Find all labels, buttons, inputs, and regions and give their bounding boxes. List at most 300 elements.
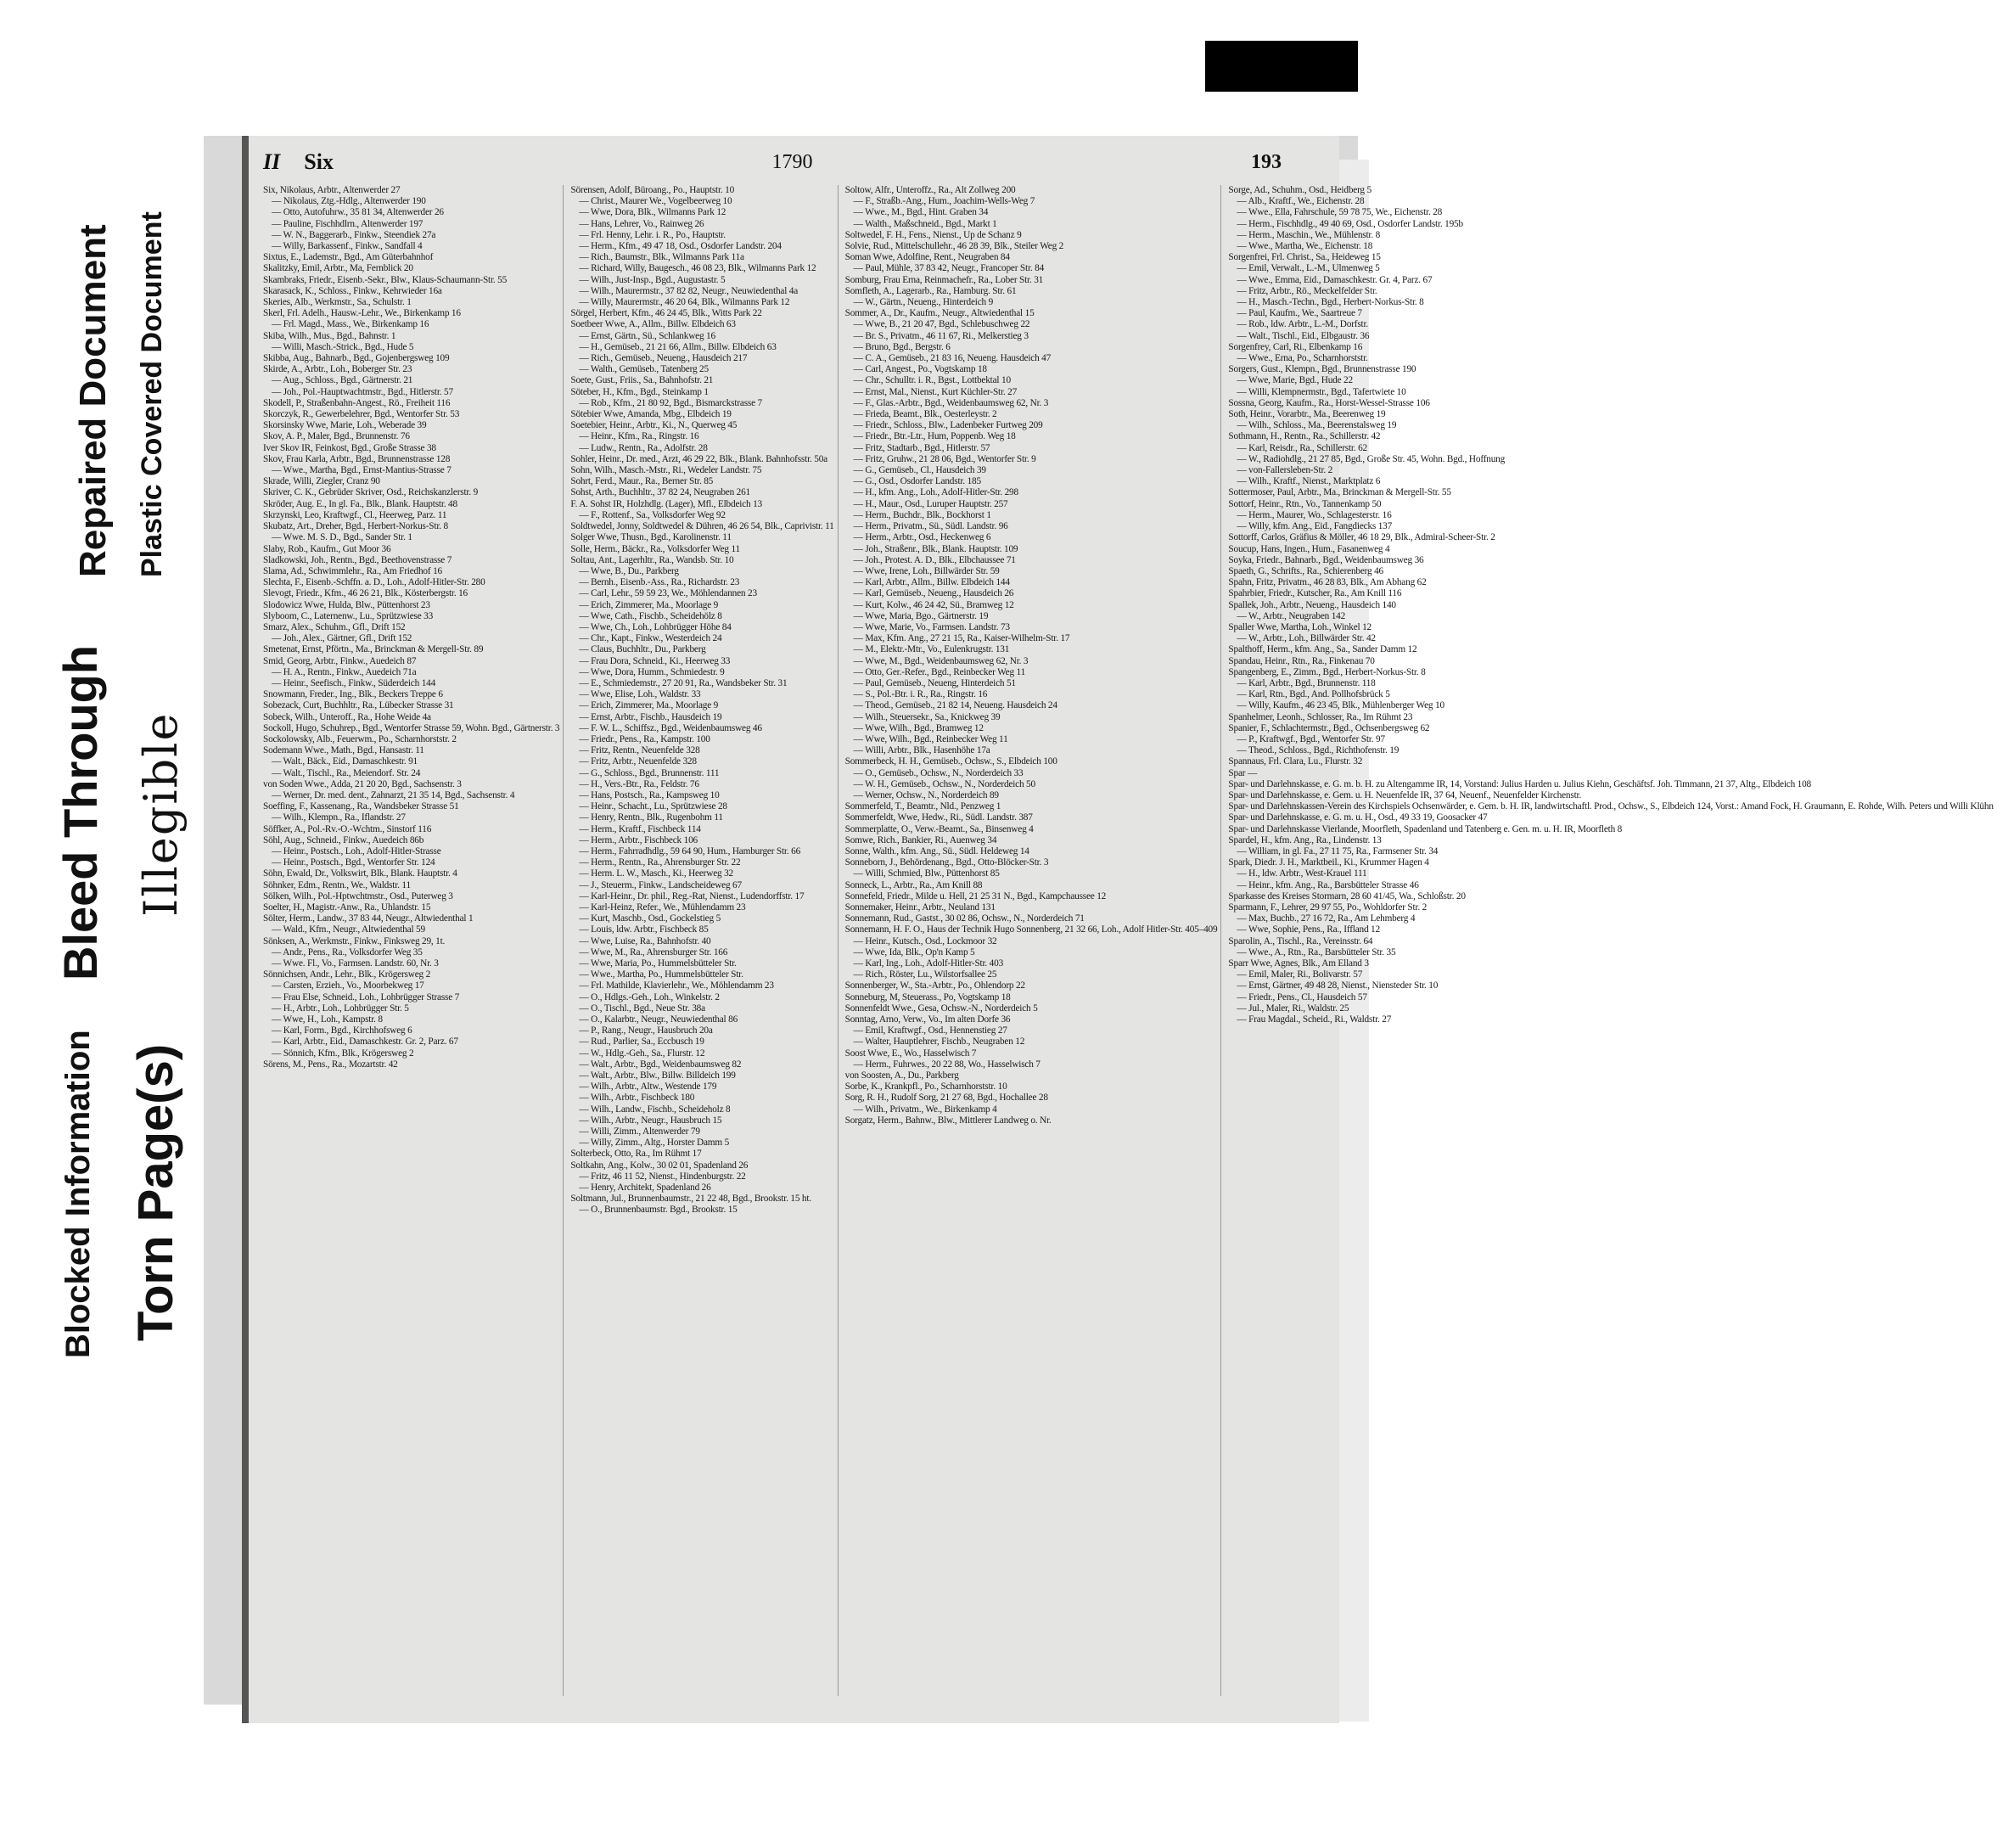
directory-entry: — Friedr., Btr.-Ltr., Hum, Poppenb. Weg 18 [853, 431, 1016, 442]
directory-entry: — Willi, Schmied, Blw., Püttenhorst 85 [853, 868, 1000, 879]
plastic-covered-document-label: Plastic Covered Document [136, 211, 168, 577]
directory-entry: Skröder, Aug. E., In gl. Fa., Blk., Blank. Hauptstr. 48 [263, 498, 457, 509]
directory-entry: — Herm., Arbtr., Osd., Heckenweg 6 [853, 532, 991, 543]
directory-entry: — Friedr., Pens., Ra., Kampstr. 100 [579, 733, 710, 744]
directory-entry: — Wwe, Dora, Humm., Schmiedestr. 9 [579, 666, 725, 677]
directory-entry: Sönnichsen, Andr., Lehr., Blk., Krögersweg 2 [263, 969, 431, 980]
directory-entry: Söffker, A., Pol.-Rv.-O.-Wchtm., Sinstorf 116 [263, 823, 432, 834]
page-number: 1790 [771, 150, 813, 173]
directory-entry: Soltwedel, F. H., Fens., Nienst., Up de Schanz 9 [844, 229, 1022, 240]
directory-entry: Skeries, Alb., Werkmstr., Sa., Schulstr. 1 [263, 297, 412, 308]
torn-pages-label: Torn Page(s) [128, 1043, 183, 1341]
directory-entry: — Wwe, Sophie, Pens., Ra., Iffland 12 [1237, 924, 1380, 935]
directory-entry: Sobezack, Curt, Buchhltr., Ra., Lübecker Strasse 31 [263, 700, 454, 711]
directory-entry: — Joh., Straßenr., Blk., Blank. Hauptstr. 109 [853, 543, 1018, 554]
directory-entry: Spar- und Darlehnskasse, e. G. m. u. H., Osd., 49 33 19, Goosacker 47 [1228, 812, 1488, 823]
directory-entry: Smetenat, Ernst, Pförtn., Ma., Brinckman & Mergell-Str. 89 [263, 644, 484, 655]
directory-entry: Soltmann, Jul., Brunnenbaumstr., 21 22 48, Bgd., Brookstr. 15 ht. [570, 1194, 811, 1205]
directory-entry: — Ernst, Gärtner, 49 48 28, Nienst., Niensteder Str. 10 [1237, 980, 1439, 991]
directory-entry: — Fritz, Arbtr., Neuenfelde 328 [579, 756, 697, 767]
directory-entry: — Walth., Maßschneid., Bgd., Markt 1 [853, 218, 997, 229]
directory-entry: Spandau, Heinr., Rtn., Ra., Finkenau 70 [1228, 655, 1375, 666]
directory-entry: Six, Nikolaus, Arbtr., Altenwerder 27 [263, 185, 401, 195]
directory-entry: Sonneburg, M, Steuerass., Po, Vogtskamp 18 [844, 991, 1011, 1003]
directory-entry: Skrade, Willi, Ziegler, Cranz 90 [263, 476, 380, 487]
directory-entry: Skalitzky, Emil, Arbtr., Ma, Fernblick 20 [263, 263, 413, 274]
directory-entry: — C. A., Gemüseb., 21 83 16, Neueng. Hausdeich 47 [853, 353, 1052, 364]
directory-entry: — Wwe, Maria, Po., Hummelsbütteler Str. [579, 958, 737, 969]
blocked-information-label: Blocked Information [59, 1030, 97, 1358]
directory-entry: Somwe, Rich., Bankier, Ri., Auenweg 34 [844, 834, 997, 845]
directory-entry: Sonnenfeldt Wwe., Gesa, Ochsw.-N., Norderdeich 5 [844, 1003, 1038, 1014]
directory-entry: Sladkowski, Joh., Rentn., Bgd., Beethovenstrasse 7 [263, 554, 452, 565]
directory-entry: — G., Gemüseb., Cl., Hausdeich 39 [853, 465, 986, 476]
directory-entry: — Walt., Bäck., Eid., Damaschkestr. 91 [272, 756, 418, 767]
directory-entry: — Frau Else, Schneid., Loh., Lohbrügger Strasse 7 [272, 991, 460, 1003]
directory-entry: — Wwe, M., Bgd., Weidenbaumsweg 62, Nr. 3 [853, 655, 1029, 666]
directory-entry: — Fritz, Stadtarb., Bgd., Hitlerstr. 57 [853, 442, 990, 453]
directory-entry: — O., Tischl., Bgd., Neue Str. 38a [579, 1003, 705, 1014]
directory-entry: Söhl, Aug., Schneid., Finkw., Auedeich 86b [263, 834, 424, 845]
directory-entry: — W., Arbtr., Neugraben 142 [1237, 610, 1346, 621]
directory-entry: Spar- und Darlehnskasse, e. Gem. u. H. Neuenfelde IR, 37 64, Neuenf., Neuenfelder Kirchenstr. [1228, 789, 1582, 800]
directory-entry: — Otto, Ger.-Refer., Bgd., Reinbecker Weg 11 [853, 666, 1026, 677]
directory-entry: Somfleth, A., Lagerarb., Ra., Hamburg. Str. 61 [844, 285, 1017, 296]
directory-entry: — F., Glas.-Arbtr., Bgd., Weidenbaumsweg 62, Nr. 3 [853, 397, 1049, 408]
directory-entry: Solvie, Rud., Mittelschullehr., 46 28 39, Blk., Steiler Weg 2 [844, 241, 1064, 252]
directory-entry: Sobeck, Wilh., Unteroff., Ra., Hohe Weide 4a [263, 711, 431, 722]
directory-entry: Skov, A. P., Maler, Bgd., Brunnenstr. 76 [263, 431, 410, 442]
directory-entry: Sonnefeld, Friedr., Milde u. Hell, 21 25 31 N., Bgd., Kampchaussee 12 [844, 890, 1107, 902]
directory-entry: Sixtus, E., Lademstr., Bgd., Am Güterbahnhof [263, 252, 434, 263]
directory-entry: — Rich., Gemüseb., Neueng., Hausdeich 217 [579, 353, 748, 364]
directory-entry: Spar — [1228, 767, 1258, 778]
directory-entry: — Wilh., Steuersekr., Sa., Knickweg 39 [853, 711, 1001, 722]
directory-entry: — Wwe., Erna, Po., Scharnhorststr. [1237, 353, 1368, 364]
directory-entry: — von-Fallersleben-Str. 2 [1237, 465, 1333, 476]
page-title: Six [304, 149, 334, 174]
directory-entry: — Wilh., Arbtr., Neugr., Hausbruch 15 [579, 1115, 722, 1126]
directory-entry: — F., Straßb.-Ang., Hum., Joachim-Wells-Weg 7 [853, 196, 1035, 207]
directory-entry: Sonnemann, H. F. O., Haus der Technik Hugo Sonnenberg, 21 32 66, Loh., Adolf Hitler-Str. 405–409 [844, 924, 1218, 935]
directory-entry: — Wilh., Just-Insp., Bgd., Augustastr. 5 [579, 274, 726, 285]
directory-entry: — Jul., Maler, Ri., Waldstr. 25 [1237, 1003, 1349, 1014]
directory-entry: — Wilh., Kraftf., Nienst., Marktplatz 6 [1237, 476, 1381, 487]
directory-entry: — Frl. Mathilde, Klavierlehr., We., Möhlendamm 23 [579, 980, 774, 991]
directory-entry: — Christ., Maurer We., Vogelbeerweg 10 [579, 196, 732, 207]
directory-entry: Soltau, Ant., Lagerhltr., Ra., Wandsb. Str. 10 [570, 554, 734, 565]
directory-entry: — Willy, Zimm., Altg., Horster Damm 5 [579, 1137, 730, 1149]
directory-entry: — P., Kraftwgf., Bgd., Wentorfer Str. 97 [1237, 733, 1385, 744]
directory-entry: — Willy, kfm. Ang., Eid., Fangdiecks 137 [1237, 521, 1393, 532]
directory-entry: — Wwe. M. S. D., Bgd., Sander Str. 1 [272, 532, 412, 543]
directory-entry: — Herm., Kfm., 49 47 18, Osd., Osdorfer Landstr. 204 [579, 241, 782, 252]
directory-entry: Sorgenfrey, Carl, Ri., Elbenkamp 16 [1228, 341, 1363, 352]
directory-entry: Sottorff, Carlos, Gräfius & Möller, 46 18 29, Blk., Admiral-Scheer-Str. 2 [1228, 532, 1495, 543]
directory-entry: — William, in gl. Fa., 27 11 75, Ra., Farmsener Str. 34 [1237, 845, 1439, 857]
directory-entry: Skubatz, Art., Dreher, Bgd., Herbert-Norkus-Str. 8 [263, 521, 448, 532]
directory-entry: Sötebier Wwe, Amanda, Mbg., Elbdeich 19 [570, 409, 732, 420]
directory-entry: — Walter, Hauptlehrer, Fischb., Neugraben 12 [853, 1036, 1025, 1048]
directory-entry: Sölken, Wilh., Pol.-Hptwchtmstr., Osd., Puterweg 3 [263, 890, 453, 902]
directory-entry: — Bruno, Bgd., Bergstr. 6 [853, 341, 951, 352]
directory-entry: — H., Vers.-Btr., Ra., Feldstr. 76 [579, 778, 699, 789]
directory-entry: — G., Schloss., Bgd., Brunnenstr. 111 [579, 767, 720, 778]
directory-entry: — W., Radiohdlg., 21 27 85, Bgd., Große Str. 45, Wohn. Bgd., Hoffnung [1237, 453, 1506, 464]
page-bottom-margin [204, 1723, 1358, 1791]
directory-entry: — Rob., ldw. Arbtr., L.-M., Dorfstr. [1237, 319, 1369, 330]
directory-entry: Sohst, Arth., Buchhltr., 37 82 24, Neugraben 261 [570, 487, 751, 498]
directory-entry: Skodell, P., Straßenbahn-Angest., Rö., Freiheit 116 [263, 397, 451, 408]
directory-entry: Iver Skov IR, Feinkost, Bgd., Große Strasse 38 [263, 442, 436, 453]
directory-entry: — Aug., Schloss., Bgd., Gärtnerstr. 21 [272, 375, 413, 386]
directory-entry: — Wwe, Dora, Blk., Wilmanns Park 12 [579, 207, 726, 218]
directory-entry: Sorgers, Gust., Klempn., Bgd., Brunnenstrasse 190 [1228, 364, 1416, 375]
directory-entry: — Herm., Buchdr., Blk., Bockhorst 1 [853, 509, 991, 520]
directory-entry: — O., Gemüseb., Ochsw., N., Norderdeich 33 [853, 767, 1024, 778]
directory-entry: — Wwe, M., Ra., Ahrensburger Str. 166 [579, 946, 728, 958]
directory-entry: Soetbeer Wwe, A., Allm., Billw. Elbdeich 63 [570, 319, 736, 330]
directory-entry: — Fritz, Rentn., Neuenfelde 328 [579, 745, 700, 756]
directory-entry: Sommerfeldt, Wwe, Hedw., Ri., Südl. Landstr. 387 [844, 812, 1033, 823]
directory-entry: — Bernh., Eisenb.-Ass., Ra., Richardstr. 23 [579, 577, 740, 588]
directory-entry: Slevogt, Friedr., Kfm., 46 26 21, Blk., Kösterbergstr. 16 [263, 588, 468, 599]
directory-entry: — Theod., Schloss., Bgd., Richthofenstr. 19 [1237, 745, 1400, 756]
directory-entry: — Heinr., Kutsch., Osd., Lockmoor 32 [853, 935, 997, 946]
directory-entry: — G., Osd., Osdorfer Landstr. 185 [853, 476, 981, 487]
binding-shadow [1205, 41, 1358, 92]
directory-entry: — W., Gärtn., Neueng., Hinterdeich 9 [853, 297, 994, 308]
directory-entry: — Herm., Rentn., Ra., Ahrensburger Str. 22 [579, 857, 741, 868]
directory-entry: — Wwe, H., Loh., Kampstr. 8 [272, 1014, 383, 1025]
directory-entry: — Max, Buchb., 27 16 72, Ra., Am Lehmberg 4 [1237, 913, 1416, 924]
directory-entry: — Paul, Mühle, 37 83 42, Neugr., Francoper Str. 84 [853, 263, 1045, 274]
directory-entry: — Theod., Gemüseb., 21 82 14, Neueng. Hausdeich 24 [853, 700, 1057, 711]
directory-entry: — Joh., Pol.-Hauptwachtmstr., Bgd., Hitlerstr. 57 [272, 386, 453, 397]
directory-entry: Sonnenberger, W., Sta.-Arbtr., Po., Ohlendorp 22 [844, 980, 1025, 991]
directory-entry: — O., Brunnenbaumstr. Bgd., Brookstr. 15 [579, 1205, 738, 1216]
directory-entry: — Carl, Angest., Po., Vogtskamp 18 [853, 364, 987, 375]
directory-entry: von Soosten, A., Du., Parkberg [844, 1070, 959, 1081]
directory-entry: Slodowicz Wwe, Hulda, Blw., Püttenhorst 23 [263, 599, 430, 610]
directory-entry: — Wwe, Marie, Bgd., Hude 22 [1237, 375, 1353, 386]
directory-entry: — Chr., Kapt., Finkw., Westerdeich 24 [579, 633, 722, 644]
directory-entry: — Wilh., Schloss., Ma., Beerenstalsweg 19 [1237, 420, 1397, 431]
directory-entry: Spannaus, Frl. Clara, Lu., Flurstr. 32 [1228, 756, 1363, 767]
directory-entry: — Willy, Kaufm., 46 23 45, Blk., Mühlenberger Weg 10 [1237, 700, 1444, 711]
directory-entry: Spalthoff, Herm., kfm. Ang., Sa., Sander Damm 12 [1228, 644, 1417, 655]
directory-entry: — Wwe., Ella, Fahrschule, 59 78 75, We., Eichenstr. 28 [1237, 207, 1443, 218]
directory-entry: — Wwe, Wilh., Bgd., Reinbecker Weg 11 [853, 733, 1008, 744]
directory-entry: Sparr Wwe, Agnes, Blk., Am Elland 3 [1228, 958, 1369, 969]
directory-entry: Skorczyk, R., Gewerbelehrer, Bgd., Wentorfer Str. 53 [263, 409, 460, 420]
directory-entry: — Wwe., Martha, Bgd., Ernst-Mantius-Strasse 7 [272, 465, 452, 476]
directory-entry: — Fritz, Arbtr., Rö., Meckelfelder Str. [1237, 285, 1377, 296]
directory-entry: Sonneborn, J., Behördenang., Bgd., Otto-Blöcker-Str. 3 [844, 857, 1049, 868]
directory-entry: Sparmann, F., Lehrer, 29 97 55, Po., Wohldorfer Str. 2 [1228, 902, 1428, 913]
directory-entry: — F., Rottenf., Sa., Volksdorfer Weg 92 [579, 509, 726, 520]
directory-entry: Söhn, Ewald, Dr., Volkswirt, Blk., Blank. Hauptstr. 4 [263, 868, 457, 879]
directory-entry: — Max, Kfm. Ang., 27 21 15, Ra., Kaiser-Wilhelm-Str. 17 [853, 633, 1070, 644]
directory-entry: Sohn, Wilh., Masch.-Mstr., Ri., Wedeler Landstr. 75 [570, 465, 762, 476]
directory-entry: Sonntag, Arno, Verw., Vo., Im alten Dorfe 36 [844, 1014, 1011, 1025]
directory-entry: — Wwe., A., Rtn., Ra., Barsbütteler Str. 35 [1237, 946, 1396, 958]
directory-entry: — Heinr., Schacht., Lu., Sprützwiese 28 [579, 801, 727, 812]
directory-entry: — Paul, Gemüseb., Neueng, Hinterdeich 51 [853, 677, 1016, 688]
directory-entry: — H., Masch.-Techn., Bgd., Herbert-Norkus-Str. 8 [1237, 297, 1424, 308]
directory-entry: — Karl-Heinr., Dr. phil., Reg.-Rat, Nienst., Ludendorffstr. 17 [579, 890, 805, 902]
directory-entry: — Walt., Arbtr., Bgd., Weidenbaumsweg 82 [579, 1059, 742, 1070]
directory-entry: — Henry, Rentn., Blk., Rugenbohm 11 [579, 812, 723, 823]
directory-entry: — Wwe, B., Du., Parkberg [579, 565, 679, 576]
directory-entry: — Ernst, Gärtn., Sü., Schlankweg 16 [579, 330, 715, 341]
directory-entry: — Karl, Form., Bgd., Kirchhofsweg 6 [272, 1025, 412, 1036]
directory-entry: — Willi, Klempnermstr., Bgd., Tafertwiete 10 [1237, 386, 1406, 397]
directory-entry: — Herm., Maschin., We., Mühlenstr. 8 [1237, 229, 1381, 240]
directory-entry: Sönksen, A., Werkmstr., Finkw., Finksweg 29, 1t. [263, 935, 446, 946]
directory-entry: — Herm., Fahrradhdlg., 59 64 90, Hum., Hamburger Str. 66 [579, 845, 801, 857]
directory-entry: — Wald., Kfm., Neugr., Altwiedenthal 59 [272, 924, 425, 935]
directory-entry: — Pauline, Fischhdlrn., Altenwerder 197 [272, 218, 424, 229]
directory-entry: — Sönnich, Kfm., Blk., Krögersweg 2 [272, 1048, 414, 1059]
directory-entry: Sottermoser, Paul, Arbtr., Ma., Brinckman & Mergell-Str. 55 [1228, 487, 1451, 498]
directory-entry: Sörensen, Adolf, Büroang., Po., Hauptstr. 10 [570, 185, 735, 195]
directory-entry: Slaby, Rob., Kaufm., Gut Moor 36 [263, 543, 391, 554]
directory-entry: Sottorf, Heinr., Rtn., Vo., Tannenkamp 50 [1228, 498, 1382, 509]
directory-entry: Sparolin, A., Tischl., Ra., Vereinsstr. 64 [1228, 935, 1373, 946]
directory-entry: — Otto, Autofuhrw., 35 81 34, Altenwerder 26 [272, 207, 444, 218]
directory-entry: — Wwe, Marie, Vo., Farmsen. Landstr. 73 [853, 621, 1010, 632]
directory-entry: — Hans, Lehrer, Vo., Rainweg 26 [579, 218, 704, 229]
directory-entry: Sodemann Wwe., Math., Bgd., Hansastr. 11 [263, 745, 424, 756]
directory-entry: — Carsten, Erzieh., Vo., Moorbekweg 17 [272, 980, 424, 991]
directory-columns [263, 185, 1994, 1696]
directory-entry: Soeffing, F., Kassenang., Ra., Wandsbeker Strasse 51 [263, 801, 459, 812]
directory-entry: Spangenberg, E., Zimm., Bgd., Herbert-Norkus-Str. 8 [1228, 666, 1426, 677]
directory-entry: — E., Schmiedemstr., 27 20 91, Ra., Wandsbeker Str. 31 [579, 677, 788, 688]
directory-entry: — Rich., Baumstr., Blk., Wilmanns Park 11a [579, 252, 744, 263]
directory-entry: Skiba, Wilh., Mus., Bgd., Bahnstr. 1 [263, 330, 396, 341]
directory-entry: Sockoll, Hugo, Schuhrep., Bgd., Wentorfer Strasse 59, Wohn. Bgd., Gärtnerstr. 3 [263, 722, 560, 733]
directory-entry: Soyka, Friedr., Bahnarb., Bgd., Weidenbaumsweg 36 [1228, 554, 1424, 565]
directory-entry: — Willi, Masch.-Strick., Bgd., Hude 5 [272, 341, 414, 352]
directory-entry: Soman Wwe, Adolfine, Rent., Neugraben 84 [844, 252, 1010, 263]
directory-entry: — Herm., Kraftf., Fischbeck 114 [579, 823, 701, 834]
directory-entry: Spardel, H., kfm. Ang., Ra., Lindenstr. 13 [1228, 834, 1382, 845]
directory-entry: Spark, Diedr. J. H., Marktbeil., Ki., Krummer Hagen 4 [1228, 857, 1429, 868]
directory-entry: Slyboom, C., Laternenw., Lu., Sprützwiese 33 [263, 610, 434, 621]
directory-entry: — Heinr., Postsch., Loh., Adolf-Hitler-Strasse [272, 845, 441, 857]
directory-entry: — Rud., Parlier, Sa., Eccbusch 19 [579, 1036, 704, 1048]
directory-entry: — Frieda, Beamt., Blk., Oesterleystr. 2 [853, 409, 997, 420]
directory-entry: Smarz, Alex., Schuhm., Gfl., Drift 152 [263, 621, 406, 632]
directory-entry: — Joh., Protest. A. D., Blk., Elbchaussee 71 [853, 554, 1016, 565]
directory-entry: — Karl, Gemüseb., Neueng., Hausdeich 26 [853, 588, 1014, 599]
directory-entry: — Louis, ldw. Arbtr., Fischbeck 85 [579, 924, 709, 935]
directory-entry: — Wwe, Wilh., Bgd., Bramweg 12 [853, 722, 984, 733]
directory-entry: — Wwe, Ida, Blk., Op'n Kamp 5 [853, 946, 975, 958]
directory-entry: — Br. S., Privatm., 46 11 67, Ri., Melkerstieg 3 [853, 330, 1029, 341]
directory-entry: F. A. Sohst IR, Holzhdlg. (Lager), Mfl., Elbdeich 13 [570, 498, 762, 509]
directory-entry: — Henry, Architekt, Spadenland 26 [579, 1182, 711, 1194]
directory-entry: Sommerplatte, O., Verw.-Beamt., Sa., Binsenweg 4 [844, 823, 1034, 834]
directory-entry: Sockolowsky, Alb., Feuerwm., Po., Scharnhorststr. 2 [263, 733, 457, 744]
directory-entry: — Heinr., Postsch., Bgd., Wentorfer Str. 124 [272, 857, 435, 868]
directory-entry: — H., Maur., Osd., Luruper Hauptstr. 257 [853, 498, 1008, 509]
directory-entry: Skarasack, K., Schloss., Finkw., Kehrwieder 16a [263, 285, 442, 296]
directory-entry: — Emil, Kraftwgf., Osd., Hennenstieg 27 [853, 1025, 1007, 1036]
directory-entry: — Wilh., Privatm., We., Birkenkamp 4 [853, 1104, 997, 1115]
directory-entry: Spar- und Darlehnskasse, e. G. m. b. H. zu Altengamme IR, 14, Vorstand: Julius Harden u. Julius Kiehn, Geschäftsf. Joh. Timmann, 21 37, Altg., Elbdeich 108 [1228, 778, 1811, 789]
directory-entry: — Rich., Röster, Lu., Wilstorfsallee 25 [853, 969, 997, 980]
directory-entry: — Walt., Tischl., Eid., Elbgaustr. 36 [1237, 330, 1370, 341]
directory-entry: Skriver, C. K., Gebrüder Skriver, Osd., Reichskanzlerstr. 9 [263, 487, 479, 498]
directory-entry: Spar- und Darlehnskasse Vierlande, Moorfleth, Spadenland und Tatenberg e. Gen. m. u. H. IR, Moorfleth 8 [1228, 823, 1623, 834]
directory-entry: Soltkahn, Ang., Kolw., 30 02 01, Spadenland 26 [570, 1160, 749, 1171]
directory-entry: — Herm., Privatm., Sü., Südl. Landstr. 96 [853, 521, 1008, 532]
directory-entry: Soltow, Alfr., Unteroffz., Ra., Alt Zollweg 200 [844, 185, 1016, 195]
directory-entry: — Joh., Alex., Gärtner, Gfl., Drift 152 [272, 633, 412, 644]
directory-entry: — Wwe., Martha, We., Eichenstr. 18 [1237, 241, 1373, 252]
directory-entry: Spar- und Darlehnskassen-Verein des Kirchspiels Ochsenwärder, e. Gem. b. H. IR, landwirtschaftl. Prod., Ochsw., S., Elbdeich 124, Vorst.: Amand Fock, H. Graumann, E. Rohde, Wilh. Peters und Willi Klühn [1228, 801, 1994, 812]
directory-entry: — Ludw., Rentn., Ra., Adolfstr. 28 [579, 442, 708, 453]
directory-entry: — Friedr., Pens., Cl., Hausdeich 57 [1237, 991, 1367, 1003]
directory-column-2 [570, 185, 838, 1696]
directory-entry: — Willi, Arbtr., Blk., Hasenhöhe 17a [853, 745, 990, 756]
directory-entry: Sorbe, K., Krankpfl., Po., Scharnhorststr. 10 [844, 1081, 1007, 1093]
directory-entry: — Karl-Heinz, Refer., We., Mühlendamm 23 [579, 902, 746, 913]
directory-entry: Somburg, Frau Erna, Reinmachefr., Ra., Lober Str. 31 [844, 274, 1044, 285]
directory-entry: — Ernst, Arbtr., Fischb., Hausdeich 19 [579, 711, 722, 722]
directory-entry: Sommerfeld, T., Beamtr., Nld., Penzweg 1 [844, 801, 1001, 812]
directory-entry: — Herm., Maurer, Wo., Schlagesterstr. 16 [1237, 509, 1392, 520]
directory-entry: — Walth., Gemüseb., Tatenberg 25 [579, 364, 709, 375]
directory-entry: — Friedr., Schloss., Blw., Ladenbeker Furtweg 209 [853, 420, 1043, 431]
directory-entry: — Heinr., kfm. Ang., Ra., Barsbütteler Strasse 46 [1237, 879, 1419, 890]
directory-column-4 [1228, 185, 1996, 1696]
directory-entry: Solterbeck, Otto, Ra., Im Rühmt 17 [570, 1149, 702, 1160]
directory-entry: Sonne, Walth., kfm. Ang., Sü., Südl. Heldeweg 14 [844, 845, 1029, 857]
directory-entry: — Karl, Reisdr., Ra., Schillerstr. 62 [1237, 442, 1367, 453]
directory-entry: Spahn, Fritz, Privatm., 46 28 83, Blk., Am Abhang 62 [1228, 577, 1427, 588]
directory-entry: Sohrt, Ferd., Maur., Ra., Berner Str. 85 [570, 476, 714, 487]
directory-entry: Sothmann, H., Rentn., Ra., Schillerstr. 42 [1228, 431, 1381, 442]
directory-entry: Sonnemann, Rud., Gastst., 30 02 86, Ochsw., N., Norderdeich 71 [844, 913, 1085, 924]
directory-entry: Soucup, Hans, Ingen., Hum., Fasanenweg 4 [1228, 543, 1390, 554]
directory-entry: Soth, Heinr., Vorarbtr., Ma., Beerenweg 19 [1228, 409, 1386, 420]
directory-entry: — Hans, Postsch., Ra., Kampsweg 10 [579, 789, 720, 800]
directory-entry: — Paul, Kaufm., We., Saartreue 7 [1237, 308, 1362, 319]
directory-entry: Sommerbeck, H. H., Gemüseb., Ochsw., S., Elbdeich 100 [844, 756, 1057, 767]
directory-entry: Sossna, Georg, Kaufm., Ra., Horst-Wessel-Strasse 106 [1228, 397, 1430, 408]
directory-entry: — H., kfm. Ang., Loh., Adolf-Hitler-Str. 298 [853, 487, 1018, 498]
page-top-margin [204, 41, 1358, 136]
directory-entry: — O., Hdlgs.-Geh., Loh., Winkelstr. 2 [579, 991, 720, 1003]
directory-column-1 [263, 185, 564, 1696]
directory-entry: Sörgel, Herbert, Kfm., 46 24 45, Blk., Witts Park 22 [570, 308, 762, 319]
directory-entry: — Ernst, Mal., Nienst., Kurt Küchler-Str. 27 [853, 386, 1018, 397]
directory-entry: — J., Steuerm., Finkw., Landscheideweg 67 [579, 879, 742, 890]
directory-entry: Skrzynski, Leo, Kraftwgf., Cl., Heerweg, Parz. 11 [263, 509, 447, 520]
directory-entry: Sörens, M., Pens., Ra., Mozartstr. 42 [263, 1059, 398, 1070]
directory-entry: — Herm., Fuhrwes., 20 22 88, Wo., Hasselwisch 7 [853, 1059, 1041, 1070]
directory-entry: — Wwe., Martha, Po., Hummelsbütteler Str. [579, 969, 743, 980]
directory-entry: Sonnemaker, Heinr., Arbtr., Neuland 131 [844, 902, 996, 913]
directory-entry: Söteber, H., Kfm., Bgd., Steinkamp 1 [570, 386, 709, 397]
directory-entry: — W., Hdlg.-Geh., Sa., Flurstr. 12 [579, 1048, 705, 1059]
directory-entry: Slama, Ad., Schwimmlehr., Ra., Am Friedhof 16 [263, 565, 442, 576]
directory-entry: — Wilh., Arbtr., Altw., Westende 179 [579, 1081, 717, 1093]
directory-entry: — Rob., Kfm., 21 80 92, Bgd., Bismarckstrasse 7 [579, 397, 762, 408]
bleed-through-label: Bleed Through [53, 644, 107, 980]
directory-entry: Sparkasse des Kreises Stormarn, 28 60 41/45, Wa., Schloßstr. 20 [1228, 890, 1466, 902]
directory-entry: — Wwe, Cath., Fischb., Scheidehölz 8 [579, 610, 722, 621]
directory-entry: — Willy, Barkassenf., Finkw., Sandfall 4 [272, 241, 423, 252]
directory-entry: Sorgatz, Herm., Bahnw., Blw., Mittlerer Landweg o. Nr. [844, 1115, 1052, 1126]
directory-entry: Soldtwedel, Jonny, Soldtwedel & Dühren, 46 26 54, Blk., Caprivistr. 11 [570, 521, 834, 532]
directory-entry: — Herm., Fischhdlg., 49 40 69, Osd., Osdorfer Landstr. 195b [1237, 218, 1463, 229]
directory-entry: — Wwe, Ch., Loh., Lohbrügger Höhe 84 [579, 621, 732, 632]
directory-entry: — Emil, Verwalt., L.-M., Ulmenweg 5 [1237, 263, 1380, 274]
page-header [263, 147, 1282, 177]
directory-entry: — H. A., Rentn., Finkw., Auedeich 71a [272, 666, 417, 677]
directory-entry: Skov, Frau Karla, Arbtr., Bgd., Brunnenstrasse 128 [263, 453, 451, 464]
directory-entry: — Karl, Arbtr., Allm., Billw. Elbdeich 144 [853, 577, 1010, 588]
directory-entry: — Wilh., Arbtr., Fischbeck 180 [579, 1093, 695, 1104]
directory-entry: — Wilh., Klempn., Ra., Iflandstr. 27 [272, 812, 406, 823]
directory-entry: Soete, Gust., Friis., Sa., Bahnhofstr. 21 [570, 375, 714, 386]
directory-entry: Soetebier, Heinr., Arbtr., Ki., N., Querweg 45 [570, 420, 738, 431]
directory-entry: — W., Arbtr., Loh., Billwärder Str. 42 [1237, 633, 1376, 644]
directory-column-3 [845, 185, 1222, 1696]
directory-entry: — Erich, Zimmerer, Ma., Moorlage 9 [579, 599, 719, 610]
directory-entry: Spanhelmer, Leonh., Schlosser, Ra., Im Rühmt 23 [1228, 711, 1413, 722]
directory-entry: Slechta, F., Eisenb.-Schffn. a. D., Loh., Adolf-Hitler-Str. 280 [263, 577, 485, 588]
directory-entry: von Soden Wwe., Adda, 21 20 20, Bgd., Sachsenstr. 3 [263, 778, 462, 789]
directory-entry: Skirde, A., Arbtr., Loh., Boberger Str. 23 [263, 364, 412, 375]
directory-entry: — Wwe., Emma, Eid., Damaschkestr. Gr. 4, Parz. 67 [1237, 274, 1433, 285]
directory-entry: — H., Arbtr., Loh., Lohbrügger Str. 5 [272, 1003, 409, 1014]
directory-entry: — Erich, Zimmerer, Ma., Moorlage 9 [579, 700, 719, 711]
directory-entry: — Heinr., Seefisch., Finkw., Süderdeich 144 [272, 677, 436, 688]
repaired-document-label: Repaired Document [72, 224, 114, 577]
directory-entry: — Carl, Lehr., 59 59 23, We., Möhlendannen 23 [579, 588, 757, 599]
directory-entry: — Richard, Willy, Baugesch., 46 08 23, Blk., Wilmanns Park 12 [579, 263, 816, 274]
directory-entry: — Walt., Arbtr., Blw., Billw. Billdeich 199 [579, 1070, 736, 1081]
directory-entry: — Willy, Maurermstr., 46 20 64, Blk., Wilmanns Park 12 [579, 297, 790, 308]
directory-entry: Skerl, Frl. Adelh., Hausw.-Lehr., We., Birkenkamp 16 [263, 308, 461, 319]
directory-entry: — Wilh., Maurermstr., 37 82 82, Neugr., Neuwiedenthal 4a [579, 285, 799, 296]
directory-entry: Spahrbier, Friedr., Kutscher, Ra., Am Knill 116 [1228, 588, 1402, 599]
directory-entry: — Nikolaus, Ztg.-Hdlg., Altenwerder 190 [272, 196, 426, 207]
directory-entry: — Wwe. Fl., Vo., Farmsen. Landstr. 60, Nr. 3 [272, 958, 439, 969]
directory-entry: Spaller Wwe, Martha, Loh., Winkel 12 [1228, 621, 1372, 632]
directory-entry: — W. H., Gemüseb., Ochsw., N., Norderdeich 50 [853, 778, 1035, 789]
directory-entry: — Frau Magdal., Scheid., Ri., Waldstr. 27 [1237, 1014, 1392, 1025]
directory-entry: — Wwe, Luise, Ra., Bahnhofstr. 40 [579, 935, 711, 946]
directory-entry: Söhnker, Edm., Rentn., We., Waldstr. 11 [263, 879, 411, 890]
directory-entry: — H., Gemüseb., 21 21 66, Allm., Billw. Elbdeich 63 [579, 341, 777, 352]
directory-entry: — Kurt, Maschb., Osd., Gockelstieg 5 [579, 913, 721, 924]
directory-entry: — Wwe, Elise, Loh., Waldstr. 33 [579, 689, 701, 700]
directory-entry: — Frl. Magd., Mass., We., Birkenkamp 16 [272, 319, 429, 330]
directory-entry: Smid, Georg, Arbtr., Finkw., Auedeich 87 [263, 655, 417, 666]
directory-entry: Spanier, F., Schlachtermstr., Bgd., Ochsenbergsweg 62 [1228, 722, 1430, 733]
directory-entry: Spallek, Joh., Arbtr., Neueng., Hausdeich 140 [1228, 599, 1396, 610]
directory-entry: — Heinr., Kfm., Ra., Ringstr. 16 [579, 431, 699, 442]
illegible-label: Illegible [134, 711, 188, 917]
directory-entry: Sohler, Heinr., Dr. med., Arzt, 46 29 22, Blk., Blank. Bahnhofsstr. 50a [570, 453, 827, 464]
